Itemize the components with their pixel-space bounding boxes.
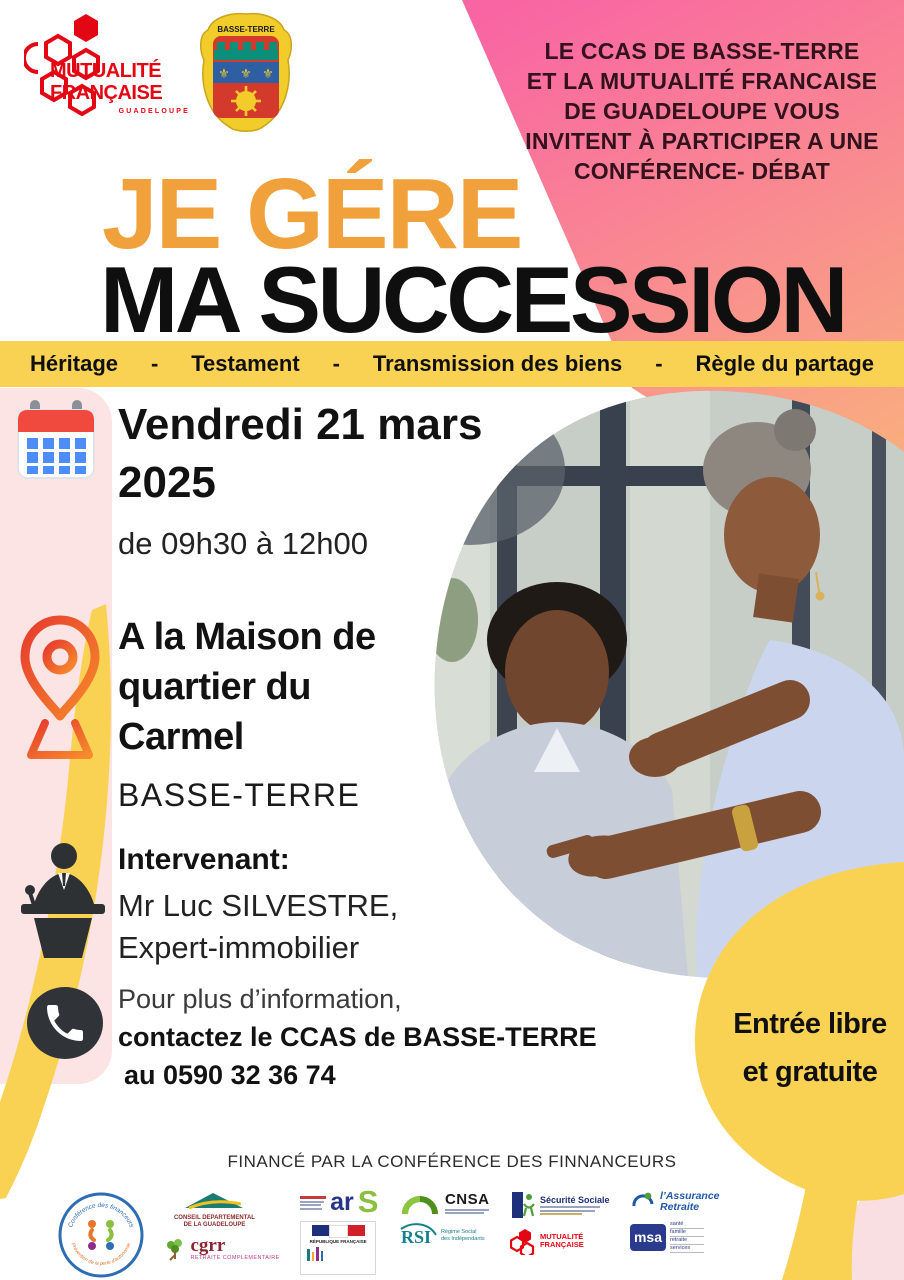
title-line2: MA SUCCESSION xyxy=(100,247,845,352)
invitation-line: LE CCAS DE BASSE-TERRE xyxy=(544,38,860,64)
location-city: BASSE-TERRE xyxy=(118,777,361,813)
msa-service: famille xyxy=(670,1229,704,1237)
financeurs-arc-bottom: Prévention de la perte d'autonomie xyxy=(69,1242,133,1267)
mutualite-small-line1: MUTUALITÉ xyxy=(539,1232,584,1241)
ministere-strokes xyxy=(307,1247,323,1261)
calendar-icon xyxy=(14,398,98,482)
funding-statement: FINANCÉ PAR LA CONFÉRENCE DES FINNANCEURS xyxy=(227,1152,677,1171)
topic-heritage: Héritage xyxy=(30,351,119,376)
cgrr-wordmark: cgrr xyxy=(190,1235,226,1256)
ars-wordmark-ar: ar xyxy=(330,1188,354,1216)
topic-separator: - xyxy=(150,351,159,376)
topics-band xyxy=(0,341,904,387)
conseil-line2: DE LA GUADELOUPE xyxy=(183,1222,246,1228)
location-pin-icon xyxy=(12,610,108,762)
speaker-block xyxy=(118,842,398,968)
topic-transmission: Transmission des biens xyxy=(372,351,623,376)
logo-ministere xyxy=(300,1221,376,1275)
assurance-retraite-wordmark: l’Assurance Retraite xyxy=(659,1190,720,1213)
mutualite-francaise-logo xyxy=(24,10,192,142)
mutualite-logo-region: GUADELOUPE xyxy=(118,108,190,115)
contact-line1: Pour plus d’information, xyxy=(118,984,402,1014)
logo-assurance-retraite xyxy=(630,1190,722,1214)
basse-terre-crest xyxy=(200,10,292,142)
event-date-line1: Vendredi 21 mars xyxy=(118,400,483,449)
msa-service: santé xyxy=(670,1221,704,1229)
phone-icon xyxy=(26,986,104,1060)
logo-securite-sociale xyxy=(510,1190,610,1220)
location-line: Carmel xyxy=(118,716,244,758)
location-block xyxy=(118,612,376,816)
contact-block xyxy=(118,980,597,1094)
topic-regle-partage: Règle du partage xyxy=(695,351,874,376)
event-time: de 09h30 à 12h00 xyxy=(118,526,368,561)
invitation-line: ET LA MUTUALITÉ FRANCAISE xyxy=(526,68,878,94)
admission-text xyxy=(712,1000,904,1096)
svg-text:⚜: ⚜ xyxy=(240,67,252,82)
crest-banner-label: BASSE-TERRE xyxy=(217,25,275,34)
topic-testament: Testament xyxy=(191,351,300,376)
rsi-subtitle-2: des Indépendants xyxy=(440,1236,485,1242)
svg-text:⚜: ⚜ xyxy=(218,67,230,82)
cgrr-subtitle: RETRAITE COMPLEMENTAIRE xyxy=(190,1255,280,1261)
msa-service: services xyxy=(670,1245,704,1253)
mutualite-logo-line1: MUTUALITÉ xyxy=(50,60,162,82)
invitation-line: CONFÉRENCE- DÉBAT xyxy=(574,158,830,184)
financeurs-arc-top: Conférence des financeurs xyxy=(67,1201,135,1229)
svg-text:RSI: RSI xyxy=(400,1227,431,1247)
location-line: quartier du xyxy=(118,666,311,708)
mutualite-small-line2: FRANÇAISE xyxy=(539,1240,584,1249)
location-line: A la Maison de xyxy=(118,616,376,658)
securite-sociale-wordmark: Sécurité Sociale xyxy=(539,1194,610,1205)
french-flag-icon xyxy=(312,1225,365,1238)
logo-rsi xyxy=(399,1223,485,1249)
contact-line2: contactez le CCAS de BASSE-TERRE xyxy=(118,1022,597,1052)
logo-ars xyxy=(300,1184,379,1219)
topic-separator: - xyxy=(655,351,663,376)
msa-wordmark: msa xyxy=(630,1224,666,1251)
event-date-line2: 2025 xyxy=(118,458,216,507)
invitation-line: DE GUADELOUPE VOUS xyxy=(564,98,840,124)
rsi-subtitle-1: Régime Social xyxy=(440,1229,477,1235)
contact-phone: au 0590 32 36 74 xyxy=(124,1060,336,1090)
logo-cgrr xyxy=(164,1236,279,1261)
ministere-label: RÉPUBLIQUE FRANÇAISE xyxy=(309,1239,367,1244)
partner-logos xyxy=(58,1184,722,1278)
topic-separator: - xyxy=(332,351,340,376)
speaker-podium-icon xyxy=(16,840,108,962)
invitation-text xyxy=(506,36,898,186)
speaker-name: Mr Luc SILVESTRE, xyxy=(118,888,399,923)
invitation-line: INVITENT À PARTICIPER A UNE xyxy=(525,128,879,154)
ars-wordmark-s: S xyxy=(357,1184,379,1219)
msa-service: retraite xyxy=(670,1237,704,1245)
title-line1: JE GÉRE xyxy=(102,158,522,270)
cnsa-wordmark: CNSA xyxy=(444,1191,490,1208)
date-block xyxy=(118,396,482,564)
mutualite-logo-text xyxy=(50,60,190,115)
admission-line2: et gratuite xyxy=(742,1056,878,1088)
logo-cnsa xyxy=(399,1190,490,1216)
logo-msa xyxy=(630,1221,704,1253)
ars-smallprint xyxy=(300,1195,326,1210)
conseil-line1: CONSEIL DEPARTEMENTAL xyxy=(173,1215,255,1221)
mutualite-logo-line2: FRANÇAISE xyxy=(50,82,163,104)
logo-mutualite-small xyxy=(510,1227,584,1255)
logo-conference-des-financeurs xyxy=(58,1192,144,1278)
speaker-title: Expert-immobilier xyxy=(118,930,360,965)
svg-text:⚜: ⚜ xyxy=(262,67,274,82)
admission-line1: Entrée libre xyxy=(733,1008,887,1040)
speaker-label: Intervenant: xyxy=(118,843,290,876)
logo-conseil-departemental xyxy=(164,1190,264,1229)
